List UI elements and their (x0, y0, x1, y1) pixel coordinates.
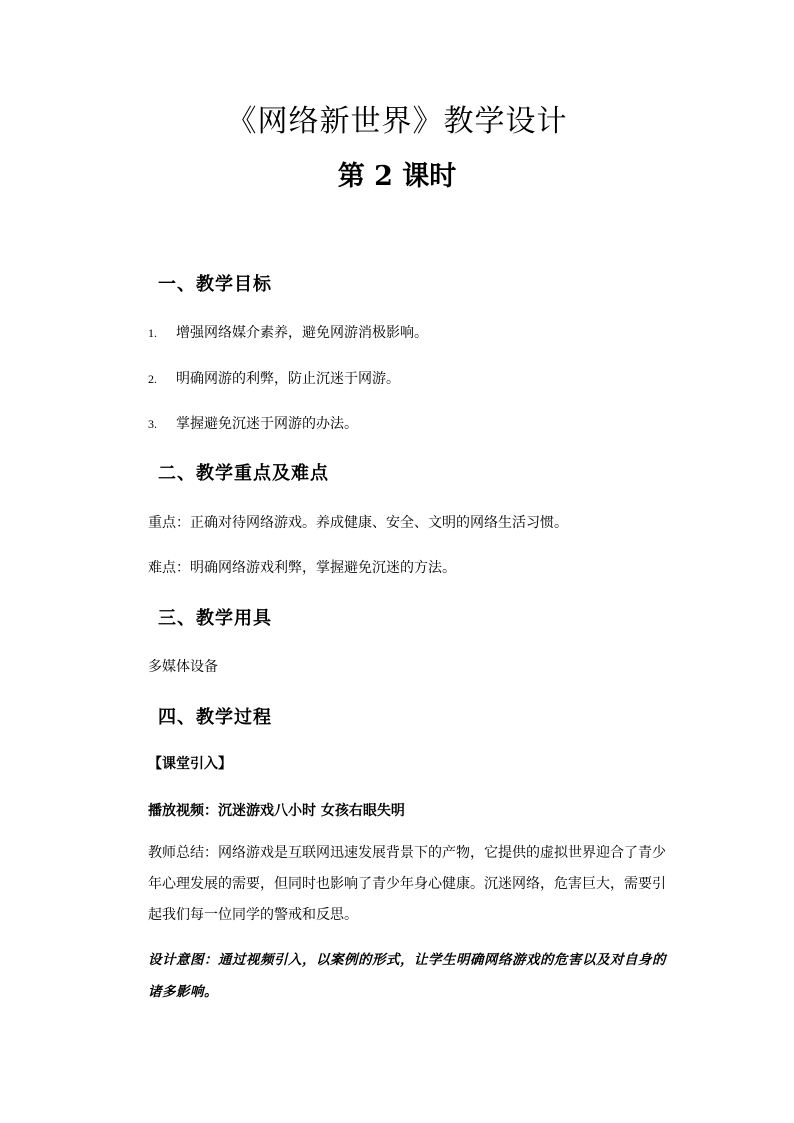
document-subtitle: 第 2 课时 (337, 161, 457, 192)
teacher-summary: 教师总结：网络游戏是互联网迅速发展背景下的产物，它提供的虚拟世界迎合了青少年心理发展的需要，但同时也影响了青少年身心健康。沉迷网络，危害巨大，需要引起我们每一位同学的警戒和反思。 (148, 845, 666, 923)
list-item-text: 明确网游的利弊，防止沉迷于网游。 (176, 371, 400, 387)
section-heading-tools: 三、教学用具 (158, 608, 272, 629)
list-item-text: 增强网络媒介素养，避免网游消极影响。 (176, 325, 428, 341)
section-heading-process: 四、教学过程 (158, 707, 272, 728)
list-item-number: 3. (148, 417, 157, 431)
list-item (148, 368, 400, 388)
tools-text: 多媒体设备 (148, 659, 218, 675)
video-line: 播放视频：沉迷游戏八小时 女孩右眼失明 (148, 803, 405, 819)
list-item (148, 413, 358, 433)
list-item (148, 322, 428, 342)
section-heading-key-points: 二、教学重点及难点 (158, 463, 329, 484)
list-item-number: 1. (148, 326, 157, 340)
list-item-number: 2. (148, 372, 157, 386)
document-title: 《网络新世界》教学设计 (226, 104, 568, 139)
difficulty-text: 难点：明确网络游戏利弊，掌握避免沉迷的方法。 (148, 560, 456, 576)
list-item-text: 掌握避免沉迷于网游的办法。 (176, 416, 358, 432)
design-intent: 设计意图：通过视频引入，以案例的形式，让学生明确网络游戏的危害以及对自身的诸多影响。 (148, 952, 666, 1000)
intro-label: 【课堂引入】 (148, 756, 232, 772)
section-heading-goals: 一、教学目标 (158, 274, 272, 295)
focus-text: 重点：正确对待网络游戏。养成健康、安全、文明的网络生活习惯。 (148, 515, 568, 531)
